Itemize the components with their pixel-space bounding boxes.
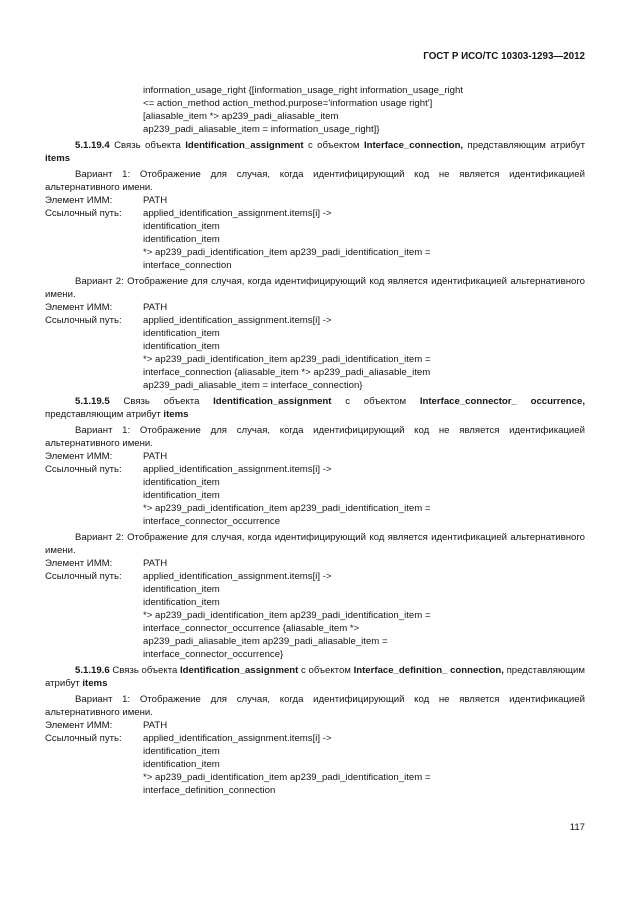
reference-path-line: identification_item [143,490,220,501]
section-heading [45,395,585,421]
heading-text: с объектом [298,665,354,676]
heading-term: items [163,409,189,420]
reference-path-row [45,732,585,797]
reference-path-line: interface_definition_connection [143,785,276,796]
imm-element-value: PATH [143,451,168,462]
heading-text: представляющим атрибут [45,665,585,689]
variant-description: Вариант 1: Отображение для случая, когда идентифицирующий код не является идентификацией альтернативного имени. [45,169,585,193]
reference-path-line: ap239_padi_aliasable_item = interface_connection} [143,380,363,391]
heading-term: items [45,153,71,164]
heading-term: Interface_connector_ occurrence, [419,396,585,407]
imm-element-value: PATH [143,720,168,731]
code-line: information_usage_right {[information_usage_right information_usage_right [143,85,463,96]
reference-path-label: Ссылочный путь: [45,571,122,582]
reference-path-line: applied_identification_assignment.items[i] -> [143,733,332,744]
heading-term: Interface_definition_ connection, [353,665,504,676]
heading-term: Identification_assignment [185,140,304,151]
section-heading [45,139,585,165]
reference-path-lines [143,207,585,272]
reference-path-line: identification_item [143,597,220,608]
imm-element-row [45,450,585,463]
reference-path-line: identification_item [143,477,220,488]
continuation-code-block [143,84,585,136]
page-number: 117 [569,822,585,833]
code-line: [aliasable_item *> ap239_padi_aliasable_item [143,111,339,122]
reference-path-line: applied_identification_assignment.items[i] -> [143,571,332,582]
reference-path-row [45,463,585,528]
reference-path-line: applied_identification_assignment.items[i] -> [143,208,332,219]
reference-path-line: interface_connector_occurrence [143,516,281,527]
heading-term: Identification_assignment [213,396,332,407]
reference-path-line: applied_identification_assignment.items[i] -> [143,464,332,475]
reference-path-line: *> ap239_padi_identification_item ap239_padi_identification_item = [143,247,431,258]
code-line: ap239_padi_aliasable_item = information_usage_right]} [143,124,380,135]
reference-path-line: applied_identification_assignment.items[i] -> [143,315,332,326]
section-heading [45,664,585,690]
reference-path-label: Ссылочный путь: [45,208,122,219]
imm-element-value: PATH [143,302,168,313]
imm-element-value: PATH [143,195,168,206]
imm-element-label: Элемент ИММ: [45,195,113,206]
reference-path-lines [143,732,585,797]
document-header-title: ГОСТ Р ИСО/ТС 10303-1293—2012 [423,51,585,62]
heading-term: Identification_assignment [180,665,299,676]
reference-path-row [45,207,585,272]
imm-element-row [45,194,585,207]
heading-text: Связь объекта [123,396,214,407]
heading-term: Interface_connection, [363,140,464,151]
reference-path-lines [143,570,585,661]
reference-path-label: Ссылочный путь: [45,464,122,475]
reference-path-line: interface_connector_occurrence {aliasable_item *> [143,623,360,634]
reference-path-line: ap239_padi_aliasable_item ap239_padi_aliasable_item = [143,636,388,647]
reference-path-line: identification_item [143,328,220,339]
imm-element-label: Элемент ИММ: [45,302,113,313]
heading-text: с объектом [303,140,364,151]
reference-path-line: interface_connector_occurrence} [143,649,284,660]
heading-term: 5.1.19.4 [75,140,115,151]
reference-path-line: identification_item [143,746,220,757]
reference-path-line: identification_item [143,341,220,352]
imm-element-label: Элемент ИММ: [45,720,113,731]
document-content [45,84,585,797]
reference-path-lines [143,314,585,392]
heading-text: представляющим атрибут [463,140,585,151]
heading-term: 5.1.19.5 [75,396,124,407]
heading-text: представляющим атрибут [45,409,164,420]
reference-path-row [45,314,585,392]
variant-description: Вариант 2: Отображение для случая, когда идентифицирующий код является идентификацией альтернативного имени. [45,276,585,300]
reference-path-line: identification_item [143,234,220,245]
variant-description: Вариант 2: Отображение для случая, когда идентифицирующий код является идентификацией альтернативного имени. [45,532,585,556]
reference-path-line: identification_item [143,221,220,232]
reference-path-label: Ссылочный путь: [45,315,122,326]
heading-text: Связь объекта [114,140,186,151]
imm-element-label: Элемент ИММ: [45,558,113,569]
heading-term: 5.1.19.6 [75,665,113,676]
reference-path-line: *> ap239_padi_identification_item ap239_padi_identification_item = [143,503,431,514]
imm-element-row [45,557,585,570]
reference-path-line: interface_connection [143,260,232,271]
reference-path-row [45,570,585,661]
heading-text: с объектом [331,396,420,407]
heading-text: Связь объекта [112,665,181,676]
imm-element-label: Элемент ИММ: [45,451,113,462]
reference-path-line: *> ap239_padi_identification_item ap239_padi_identification_item = [143,772,431,783]
imm-element-row [45,301,585,314]
reference-path-line: *> ap239_padi_identification_item ap239_padi_identification_item = [143,354,431,365]
variant-description: Вариант 1: Отображение для случая, когда идентифицирующий код не является идентификацией альтернативного имени. [45,694,585,718]
reference-path-line: identification_item [143,759,220,770]
reference-path-line: interface_connection {aliasable_item *> ap239_padi_aliasable_item [143,367,431,378]
heading-term: items [82,678,108,689]
reference-path-label: Ссылочный путь: [45,733,122,744]
reference-path-line: identification_item [143,584,220,595]
imm-element-value: PATH [143,558,168,569]
reference-path-line: *> ap239_padi_identification_item ap239_padi_identification_item = [143,610,431,621]
reference-path-lines [143,463,585,528]
code-line: <= action_method action_method.purpose='information usage right'] [143,98,433,109]
imm-element-row [45,719,585,732]
variant-description: Вариант 1: Отображение для случая, когда идентифицирующий код не является идентификацией альтернативного имени. [45,425,585,449]
